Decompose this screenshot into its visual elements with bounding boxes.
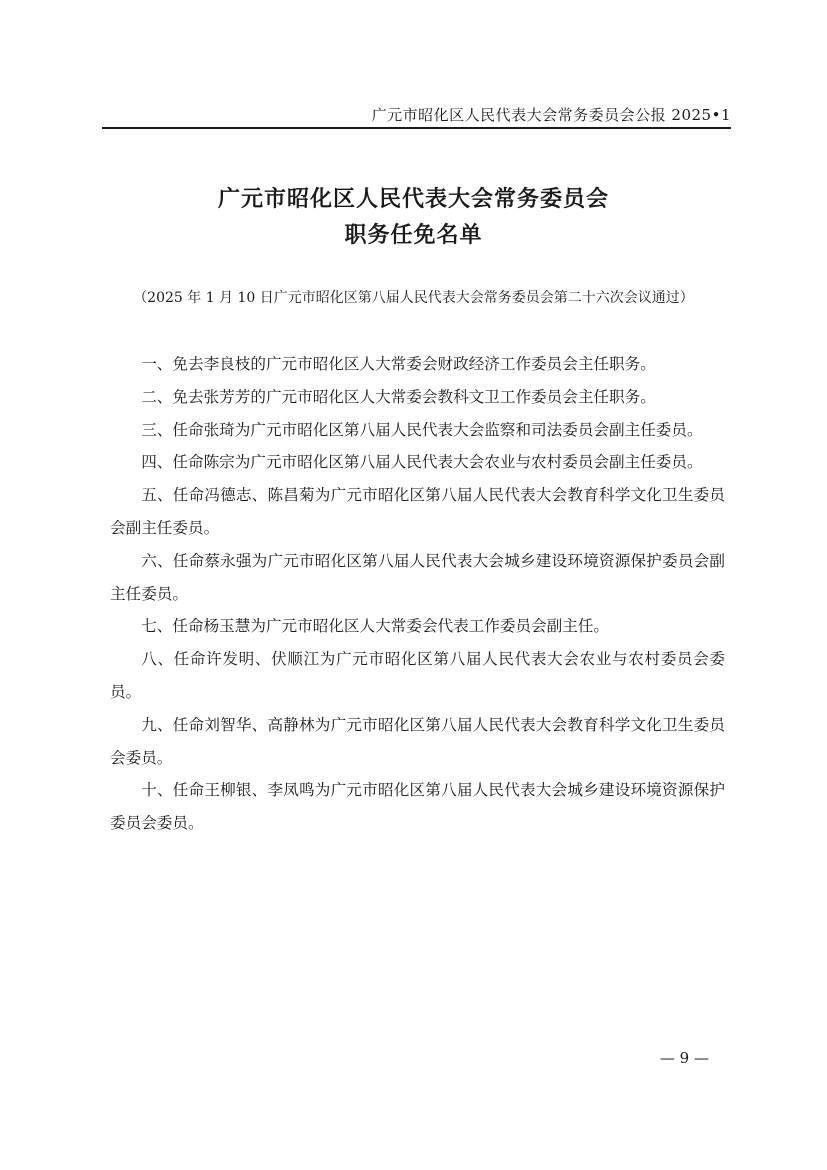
- list-item: 五、任命冯德志、陈昌菊为广元市昭化区第八届人民代表大会教育科学文化卫生委员会副主任委员。: [110, 486, 725, 537]
- meeting-note: （2025 年 1 月 10 日广元市昭化区第八届人民代表大会常务委员会第二十六次会议通过）: [133, 290, 694, 306]
- list-item: 四、任命陈宗为广元市昭化区第八届人民代表大会农业与农村委员会副主任委员。: [141, 453, 703, 472]
- document-title: 广元市昭化区人民代表大会常务委员会: [217, 186, 609, 212]
- list-item: 七、任命杨玉慧为广元市昭化区人大常委会代表工作委员会副主任。: [141, 617, 610, 636]
- header-divider: [102, 127, 731, 129]
- list-item: 八、任命许发明、伏顺江为广元市昭化区第八届人民代表大会农业与农村委员会委员。: [110, 650, 725, 701]
- appointment-list: [110, 348, 725, 840]
- list-item: 九、任命刘智华、高静林为广元市昭化区第八届人民代表大会教育科学文化卫生委员会委员。: [110, 715, 725, 767]
- list-item: 一、免去李良枝的广元市昭化区人大常委会财政经济工作委员会主任职务。: [141, 355, 656, 373]
- list-item: 二、免去张芳芳的广元市昭化区人大常委会教科文卫工作委员会主任职务。: [141, 387, 656, 406]
- list-item: 三、任命张琦为广元市昭化区第八届人民代表大会监察和司法委员会副主任委员。: [141, 420, 703, 439]
- list-item: 十、任命王柳银、李凤鸣为广元市昭化区第八届人民代表大会城乡建设环境资源保护委员会委员。: [110, 781, 725, 833]
- list-item: 六、任命蔡永强为广元市昭化区第八届人民代表大会城乡建设环境资源保护委员会副主任委员。: [110, 551, 725, 603]
- running-header: 广元市昭化区人民代表大会常务委员会公报 2025•1: [371, 106, 731, 124]
- page-number: — 9 —: [659, 1049, 709, 1067]
- document-title-second-line: 职务任免名单: [344, 222, 483, 248]
